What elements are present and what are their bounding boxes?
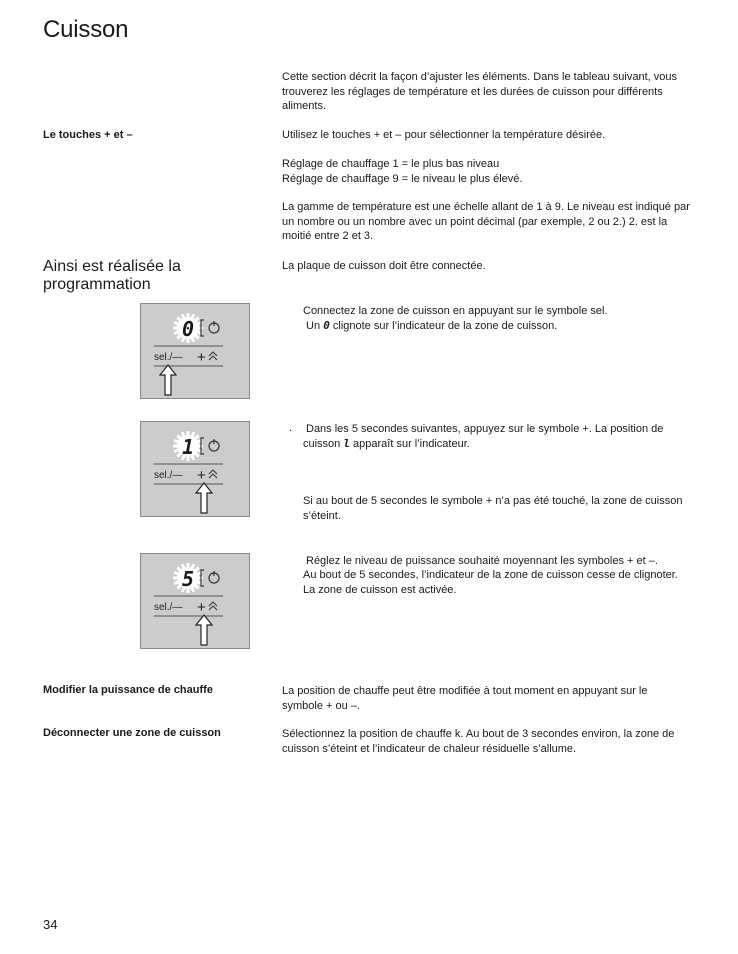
- programmation-p1: La plaque de cuisson doit être connectée.: [282, 260, 486, 272]
- heading-line: Ainsi est réalisée la: [43, 258, 181, 275]
- text-line: La gamme de température est une échelle allant de 1 à 9. Le niveau est indiqué par: [282, 201, 690, 213]
- page-number: 34: [43, 917, 58, 932]
- intro-paragraph: [282, 70, 712, 114]
- double-chevron-up-icon: [209, 470, 217, 478]
- press-arrow-icon: [196, 483, 212, 513]
- control-panel-step2: [140, 421, 250, 517]
- text-line: Si au bout de 5 secondes le symbole + n’a pas été touché, la zone de cuisson: [303, 495, 683, 507]
- text-line: s’éteint.: [303, 509, 341, 522]
- press-arrow-icon: [160, 365, 176, 395]
- text-line: Connectez la zone de cuisson en appuyant sur le symbole sel.: [303, 305, 608, 317]
- panel-illustration: [141, 304, 251, 400]
- text-line: Dans les 5 secondes suivantes, appuyez sur le symbole +. La position de: [306, 423, 664, 435]
- double-chevron-up-icon: [209, 602, 217, 610]
- touches-p3: [282, 200, 712, 244]
- text-fragment: clignote sur l’indicateur de la zone de cuisson.: [329, 319, 558, 332]
- text-line: symbole + ou –.: [282, 699, 360, 712]
- page-title: Cuisson: [43, 16, 129, 43]
- section-label-modifier: Modifier la puissance de chauffe: [43, 684, 213, 696]
- zone-display-digit: 0: [181, 317, 195, 341]
- step3-line1: Réglez le niveau de puissance souhaité moyennant les symboles + et –.: [306, 555, 658, 567]
- step2-text: [306, 422, 736, 437]
- control-panel-step1: [140, 303, 250, 399]
- panel-illustration: [141, 554, 251, 650]
- step3-rest: [303, 568, 733, 597]
- text-line: [303, 319, 733, 334]
- plus-symbol: +: [197, 349, 206, 366]
- modifier-text: [282, 684, 712, 713]
- text-line: moitié entre 2 et 3.: [282, 230, 374, 242]
- heading-line: programmation: [43, 276, 151, 293]
- intro-line: aliments.: [282, 100, 327, 112]
- plus-symbol: +: [197, 599, 206, 616]
- zone-display-digit: 1: [181, 435, 195, 459]
- intro-line: trouverez les réglages de température et les durées de cuisson pour différents: [282, 85, 663, 98]
- control-panel-step3: [140, 553, 250, 649]
- plus-symbol: +: [197, 467, 206, 484]
- text-line: La position de chauffe peut être modifiée à tout moment en appuyant sur le: [282, 685, 648, 697]
- double-chevron-up-icon: [209, 352, 217, 360]
- touches-p2: [282, 157, 712, 186]
- step2-bullet: .: [289, 422, 293, 434]
- sel-minus-label: sel./—: [154, 352, 183, 363]
- press-arrow-icon: [196, 615, 212, 645]
- text-line: La zone de cuisson est activée.: [303, 583, 457, 596]
- section-heading-programmation: [43, 258, 243, 294]
- touches-p1: Utilisez le touches + et – pour sélectionner la température désirée.: [282, 129, 606, 141]
- text-line: Au bout de 5 secondes, l’indicateur de la zone de cuisson cesse de clignoter.: [303, 569, 678, 581]
- display-glyph: 0: [323, 318, 330, 332]
- step1-text: [303, 304, 733, 333]
- section-label-deconnecter: Déconnecter une zone de cuisson: [43, 727, 221, 739]
- text-line: Réglage de chauffage 9 = le niveau le plus élevé.: [282, 172, 523, 185]
- text-line: Sélectionnez la position de chauffe k. Au bout de 3 secondes environ, la zone de: [282, 728, 675, 740]
- display-glyph: l: [343, 437, 350, 450]
- text-fragment: Un: [303, 319, 324, 332]
- step2-note: [303, 494, 733, 523]
- text-line: Réglage de chauffage 1 = le plus bas niveau: [282, 158, 500, 170]
- zone-display-digit: 5: [181, 567, 195, 591]
- text-fragment: cuisson: [303, 438, 344, 450]
- deconnecter-text: [282, 727, 712, 756]
- text-fragment: apparaît sur l’indicateur.: [349, 438, 470, 450]
- intro-line: Cette section décrit la façon d’ajuster les éléments. Dans le tableau suivant, vous: [282, 71, 677, 83]
- blink-glow-icon: [173, 313, 203, 343]
- blink-glow-icon: [173, 431, 203, 461]
- step2-text-line2: [303, 437, 733, 452]
- section-label-touches: Le touches + et –: [43, 129, 133, 141]
- sel-minus-label: sel./—: [154, 602, 183, 613]
- blink-glow-icon: [173, 563, 203, 593]
- sel-minus-label: sel./—: [154, 470, 183, 481]
- panel-illustration: [141, 422, 251, 518]
- text-line: cuisson s’éteint et l’indicateur de chaleur résiduelle s’allume.: [282, 742, 577, 755]
- text-line: un nombre ou un nombre avec un point décimal (par exemple, 2 ou 2.) 2. est la: [282, 215, 668, 228]
